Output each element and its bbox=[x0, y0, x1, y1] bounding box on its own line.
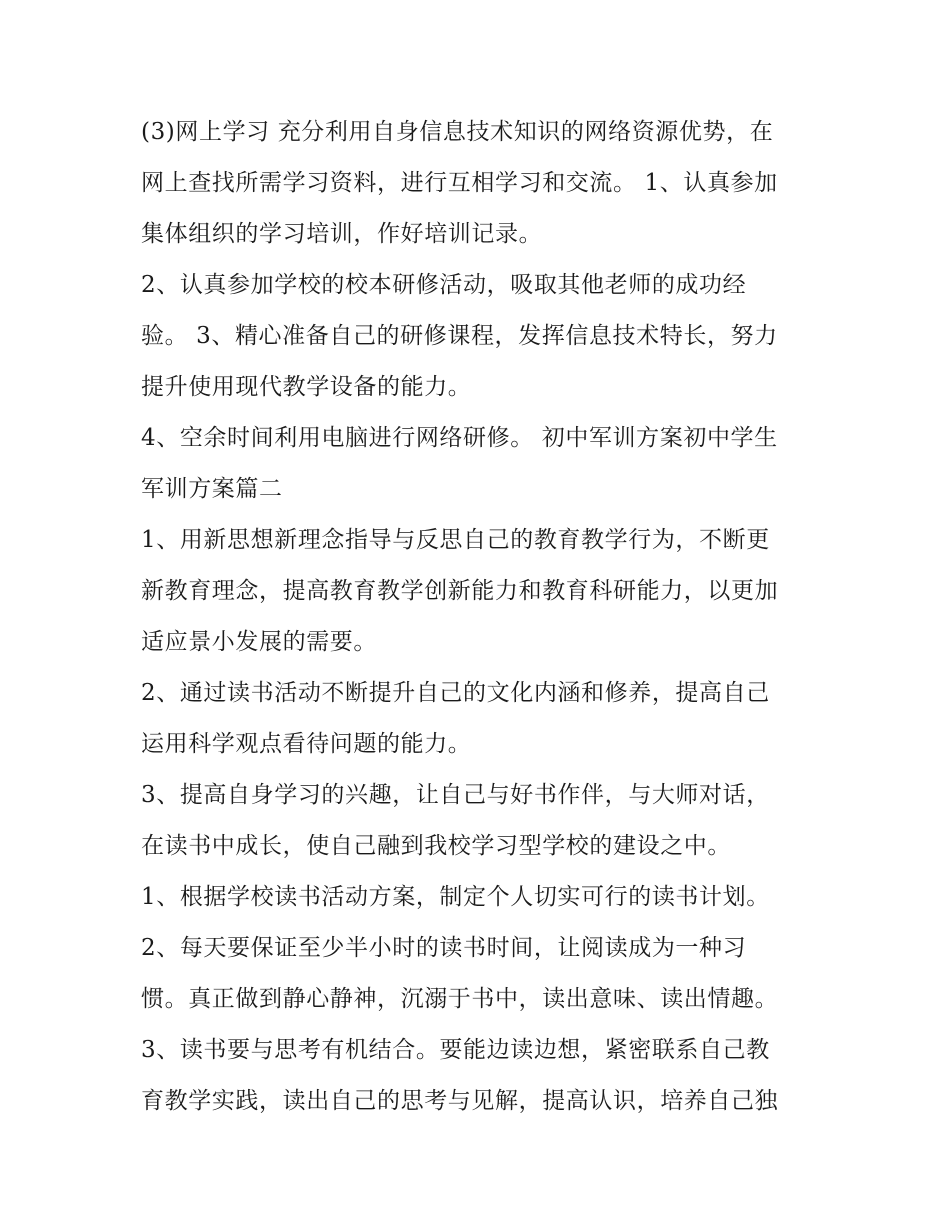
text-line: 在读书中成长，使自己融到我校学习型学校的建设之中。 bbox=[141, 833, 731, 859]
text-line: 3、提高自身学习的兴趣，让自己与好书作伴，与大师对话， bbox=[141, 782, 770, 808]
text-line: 集体组织的学习培训，作好培训记录。 bbox=[141, 221, 543, 247]
text-line: 惯。真正做到静心静神，沉溺于书中，读出意味、读出情趣。 bbox=[141, 986, 779, 1012]
text-line: 2、每天要保证至少半小时的读书时间，让阅读成为一种习 bbox=[141, 935, 747, 961]
document-body bbox=[141, 107, 831, 1127]
text-line: 验。 3、精心准备自己的研修课程，发挥信息技术特长，努力 bbox=[141, 323, 778, 349]
text-line: 运用科学观点看待问题的能力。 bbox=[141, 731, 472, 757]
text-line: 1、用新思想新理念指导与反思自己的教育教学行为，不断更 bbox=[141, 527, 770, 553]
text-line: (3)网上学习 充分利用自身信息技术知识的网络资源优势，在 bbox=[141, 119, 774, 145]
text-line: 3、读书要与思考有机结合。要能边读边想，紧密联系自己教 bbox=[141, 1037, 770, 1063]
text-line: 军训方案篇二 bbox=[141, 476, 283, 502]
text-line: 新教育理念，提高教育教学创新能力和教育科研能力，以更加 bbox=[141, 578, 779, 604]
text-line: 适应景小发展的需要。 bbox=[141, 629, 377, 655]
text-line: 育教学实践，读出自己的思考与见解，提高认识，培养自己独 bbox=[141, 1088, 779, 1114]
text-line: 提升使用现代教学设备的能力。 bbox=[141, 374, 472, 400]
text-line: 4、空余时间利用电脑进行网络研修。 初中军训方案初中学生 bbox=[141, 425, 778, 451]
text-line: 2、通过读书活动不断提升自己的文化内涵和修养，提高自己 bbox=[141, 680, 770, 706]
text-line: 网上查找所需学习资料，进行互相学习和交流。 1、认真参加 bbox=[141, 170, 778, 196]
text-line: 1、根据学校读书活动方案，制定个人切实可行的读书计划。 bbox=[141, 884, 770, 910]
text-line: 2、认真参加学校的校本研修活动，吸取其他老师的成功经 bbox=[141, 272, 747, 298]
